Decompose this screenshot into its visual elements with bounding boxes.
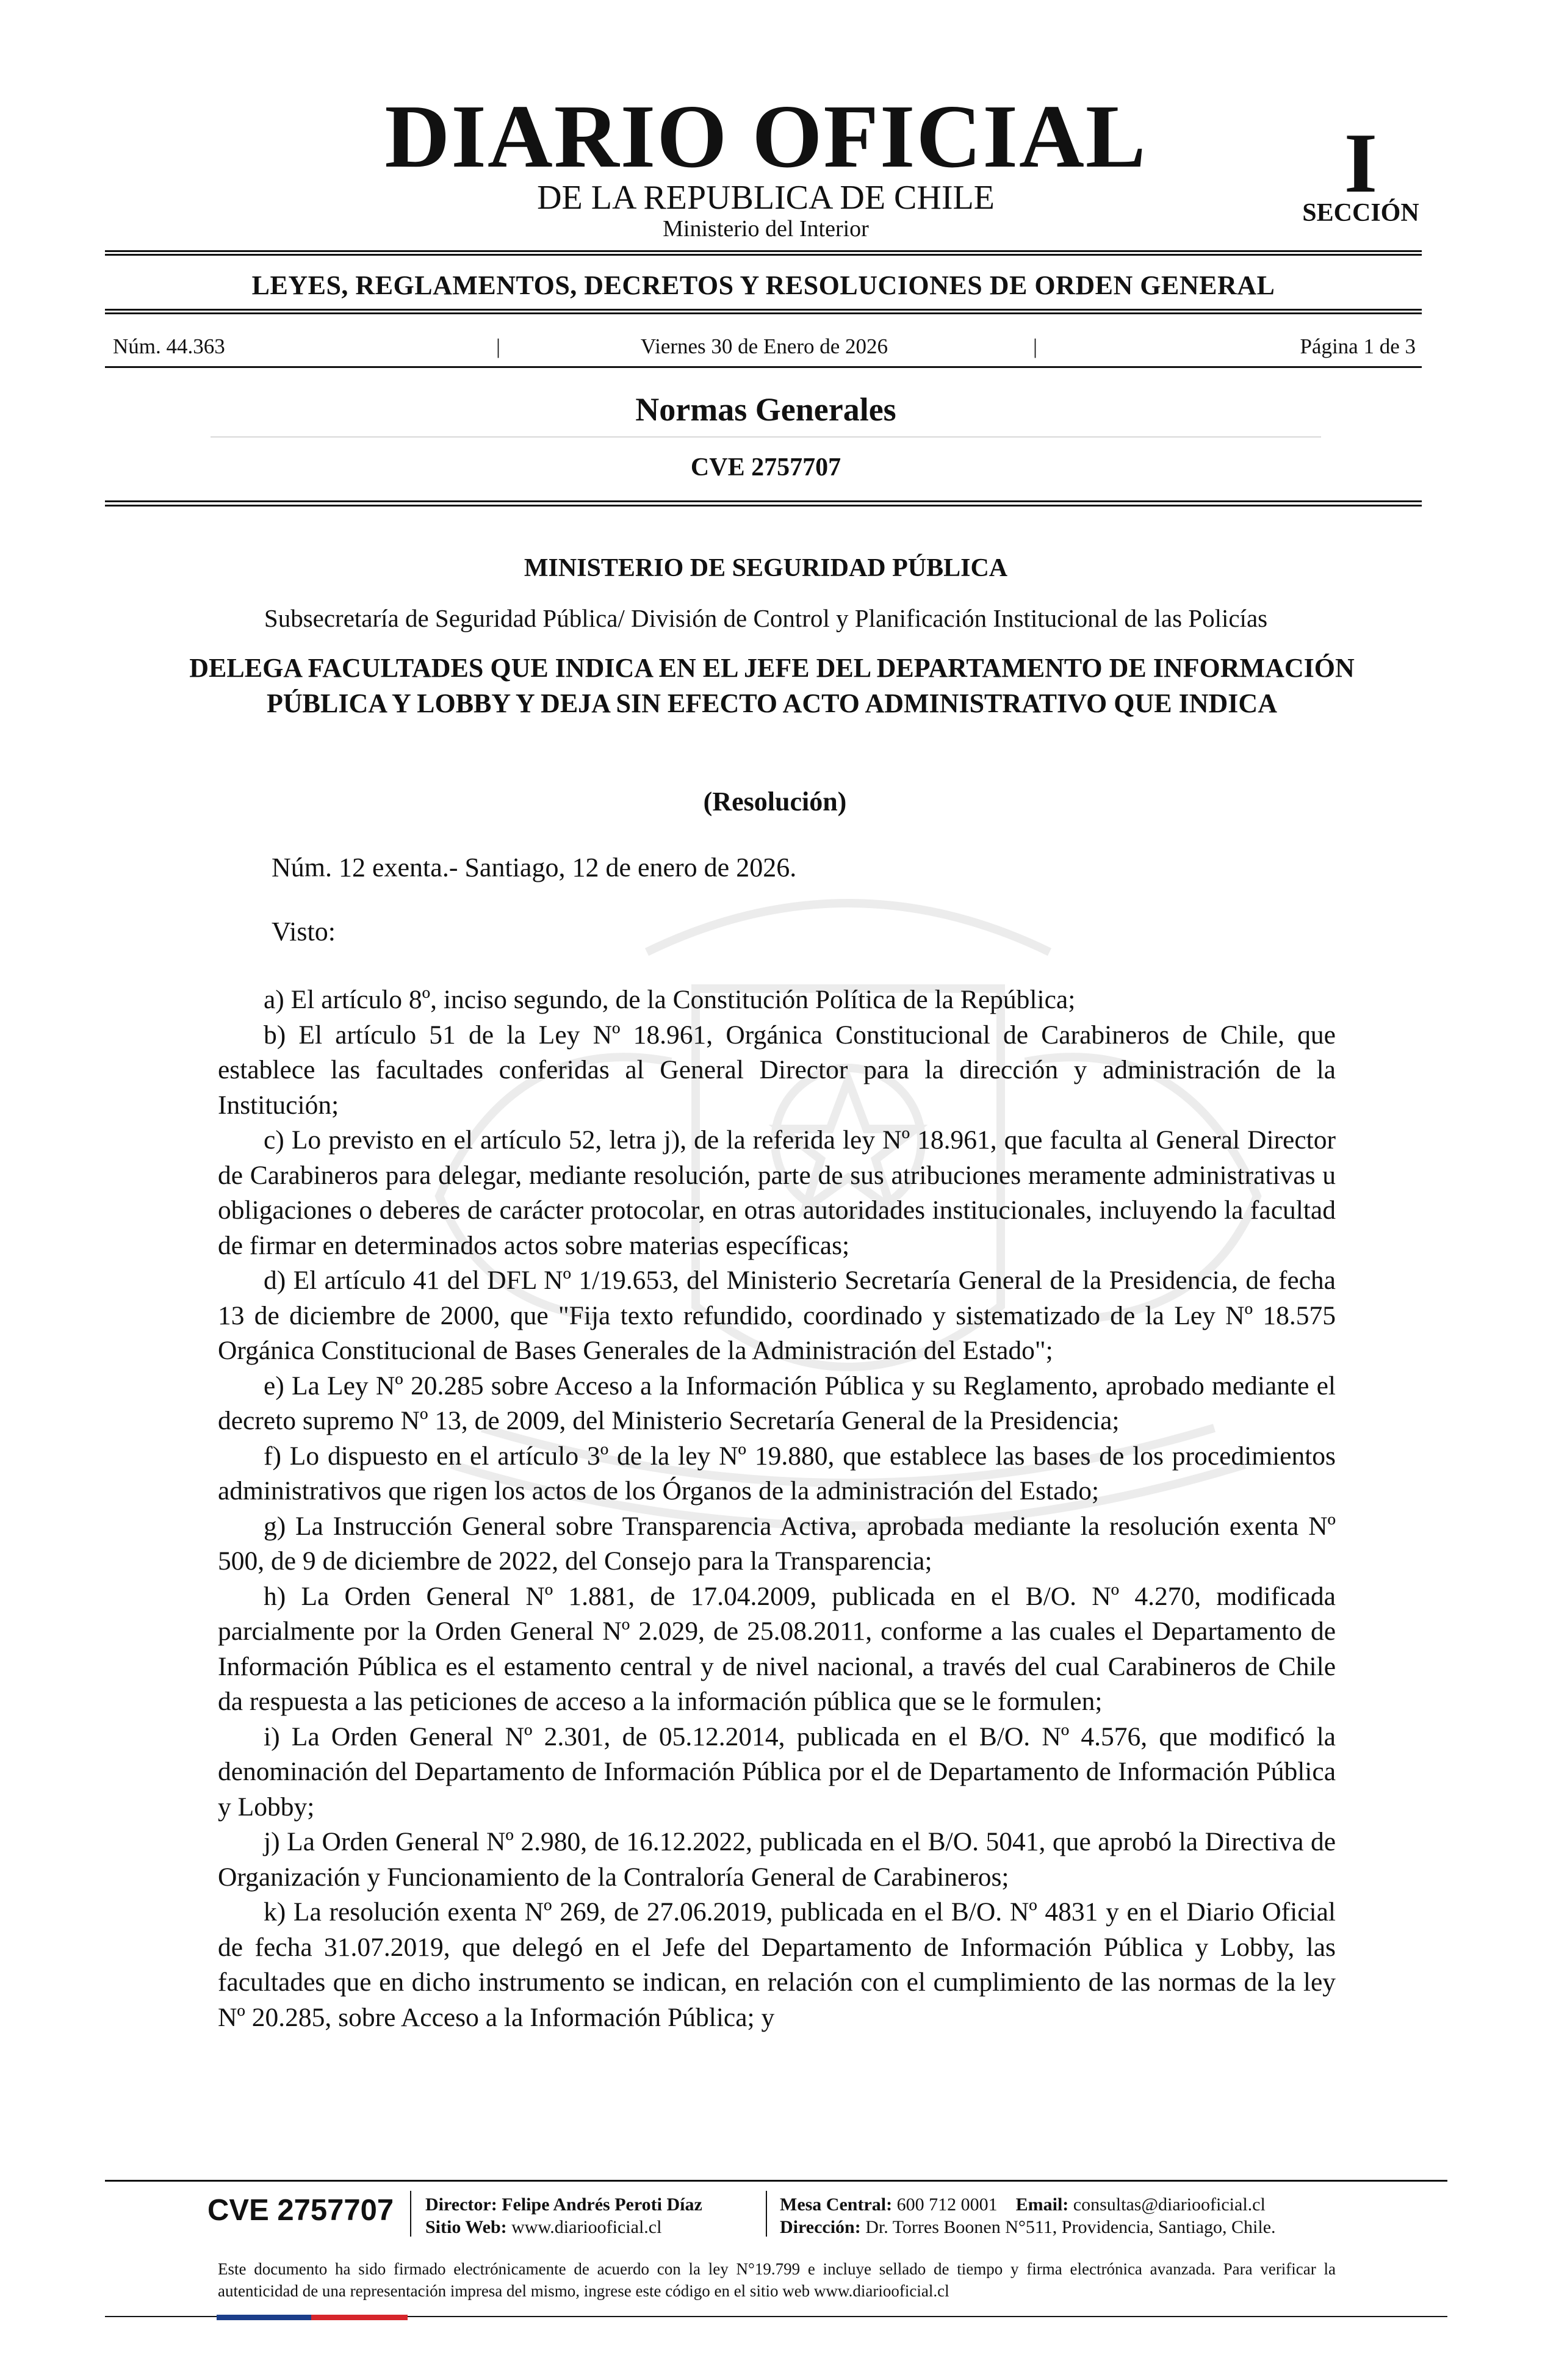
category-heading: LEYES, REGLAMENTOS, DECRETOS Y RESOLUCIONES DE ORDEN GENERAL — [251, 270, 1275, 300]
cve-code: CVE 2757707 — [690, 453, 841, 481]
resolution-title: DELEGA FACULTADES QUE INDICA EN EL JEFE DEL DEPARTAMENTO DE INFORMACIÓN PÚBLICA Y LOBBY Y DEJA SIN EFECTO ACTO ADMINISTRATIVO QUE INDICA — [189, 653, 1355, 718]
flag-stripe-blue — [217, 2315, 311, 2320]
info-separator: | — [496, 334, 501, 358]
email-link[interactable]: consultas@diariooficial.cl — [1073, 2194, 1266, 2215]
phone-number: 600 712 0001 — [896, 2194, 998, 2215]
issue-date: Viernes 30 de Enero de 2026 — [640, 334, 888, 358]
visto-list — [218, 983, 1336, 2035]
visto-item: j) La Orden General Nº 2.980, de 16.12.2022, publicada en el B/O. 5041, que aprobó la Directiva de Organización y Funcionamiento de la Contraloría General de Carabineros; — [218, 1827, 1336, 1892]
address-text: Dr. Torres Boonen N°511, Providencia, Santiago, Chile. — [865, 2217, 1276, 2237]
director-name: Felipe Andrés Peroti Díaz — [502, 2194, 702, 2215]
footer-separator — [766, 2191, 767, 2237]
section-label: SECCIÓN — [1302, 199, 1419, 227]
website-label: Sitio Web: — [425, 2217, 507, 2237]
newspaper-title: DIARIO OFICIAL — [384, 87, 1147, 187]
ministry-heading: MINISTERIO DE SEGURIDAD PÚBLICA — [524, 554, 1008, 582]
footer-separator — [410, 2191, 411, 2237]
footer-top-rule — [105, 2180, 1447, 2182]
visto-item: d) El artículo 41 del DFL Nº 1/19.653, del Ministerio Secretaría General de la Presidencia, de fecha 13 de diciembre de 2000, que "Fija texto refundido, coordinado y sistematizado de la Ley Nº 18.575 Orgánica Constitucional de Bases Generales de la Administración del Estado"; — [218, 1266, 1336, 1365]
info-divider — [105, 366, 1422, 368]
address-label: Dirección: — [780, 2217, 861, 2237]
visto-item: k) La resolución exenta Nº 269, de 27.06.2019, publicada en el B/O. Nº 4831 y en el Diario Oficial de fecha 31.07.2019, que delegó en el Jefe del Departamento de Información Pública y Lobby, las facultades que en dicho instrumento se indican, en relación con el cumplimiento de las normas de la ley Nº 20.285, sobre Acceso a la Información Pública; y — [218, 1897, 1336, 2032]
email-label: Email: — [1015, 2194, 1069, 2215]
visto-item: b) El artículo 51 de la Ley Nº 18.961, Orgánica Constitucional de Carabineros de Chile, que establece las facultades conferidas al General Director para la dirección y administración de la Institución; — [218, 1020, 1336, 1120]
issue-number: Núm. 44.363 — [113, 334, 225, 358]
visto-item: e) La Ley Nº 20.285 sobre Acceso a la Información Pública y su Reglamento, aprobado mediante el decreto supremo Nº 13, de 2009, del Ministerio Secretaría General de la Presidencia; — [218, 1371, 1336, 1435]
issue-info-row — [113, 334, 1416, 359]
flag-stripe-red — [311, 2315, 408, 2320]
director-label: Director: — [425, 2194, 497, 2215]
masthead-divider — [105, 250, 1422, 256]
visto-item: f) Lo dispuesto en el artículo 3º de la ley Nº 19.880, que establece las bases de los procedimientos administrativos que rigen los actos de los Órganos de la administración del Estado; — [218, 1441, 1336, 1506]
signature-notice: Este documento ha sido firmado electrónicamente de acuerdo con la ley N°19.799 e incluye sellado de tiempo y firma electrónica avanzada. Para verificar la autenticidad de una representación impresa del mismo, ingrese este código en el sitio web www.diariooficial.cl — [218, 2260, 1336, 2300]
phone-label: Mesa Central: — [780, 2194, 893, 2215]
info-separator: | — [1033, 334, 1038, 358]
website-link[interactable]: www.diariooficial.cl — [511, 2217, 662, 2237]
visto-item: c) Lo previsto en el artículo 52, letra j), de la referida ley Nº 18.961, que faculta al General Director de Carabineros para delegar, mediante resolución, parte de sus atribuciones meramente administrativas u obligaciones o deberes de carácter protocolar, en otras autoridades institucionales, incluyendo la facultad de firmar en determinados actos sobre materias específicas; — [218, 1125, 1336, 1260]
footer-director-block — [425, 2193, 702, 2238]
newspaper-ministry: Ministerio del Interior — [663, 216, 869, 242]
section-rule — [211, 436, 1321, 438]
subsecretaria-line: Subsecretaría de Seguridad Pública/ División de Control y Planificación Institucional de las Policías — [264, 604, 1268, 632]
header-bottom-divider — [105, 500, 1422, 507]
section-title: Normas Generales — [635, 391, 896, 428]
resolution-number-line: Núm. 12 exenta.- Santiago, 12 de enero de 2026. — [272, 853, 797, 882]
section-number: I — [1344, 116, 1378, 211]
visto-item: a) El artículo 8º, inciso segundo, de la Constitución Política de la República; — [264, 985, 1076, 1014]
newspaper-subtitle: DE LA REPUBLICA DE CHILE — [537, 179, 995, 217]
footer-cve-code: CVE 2757707 — [207, 2194, 394, 2227]
visto-item: i) La Orden General Nº 2.301, de 05.12.2014, publicada en el B/O. Nº 4.576, que modificó la denominación del Departamento de Información Pública por el de Departamento de Información Pública y Lobby; — [218, 1722, 1336, 1822]
category-divider — [105, 309, 1422, 314]
visto-heading: Visto: — [272, 917, 336, 947]
footer-contact-block — [780, 2193, 1276, 2238]
visto-item: g) La Instrucción General sobre Transparencia Activa, aprobada mediante la resolución exenta Nº 500, de 9 de diciembre de 2022, del Consejo para la Transparencia; — [218, 1511, 1336, 1576]
resolution-type: (Resolución) — [703, 787, 847, 817]
page-indicator: Página 1 de 3 — [1300, 334, 1416, 358]
visto-item: h) La Orden General Nº 1.881, de 17.04.2009, publicada en el B/O. Nº 4.270, modificada parcialmente por la Orden General Nº 2.029, de 25.08.2011, conforme a las cuales el Departamento de Información Pública es el estamento central y de nivel nacional, a través del cual Carabineros de Chile da respuesta a las peticiones de acceso a la información pública que se le formulen; — [218, 1581, 1336, 1716]
